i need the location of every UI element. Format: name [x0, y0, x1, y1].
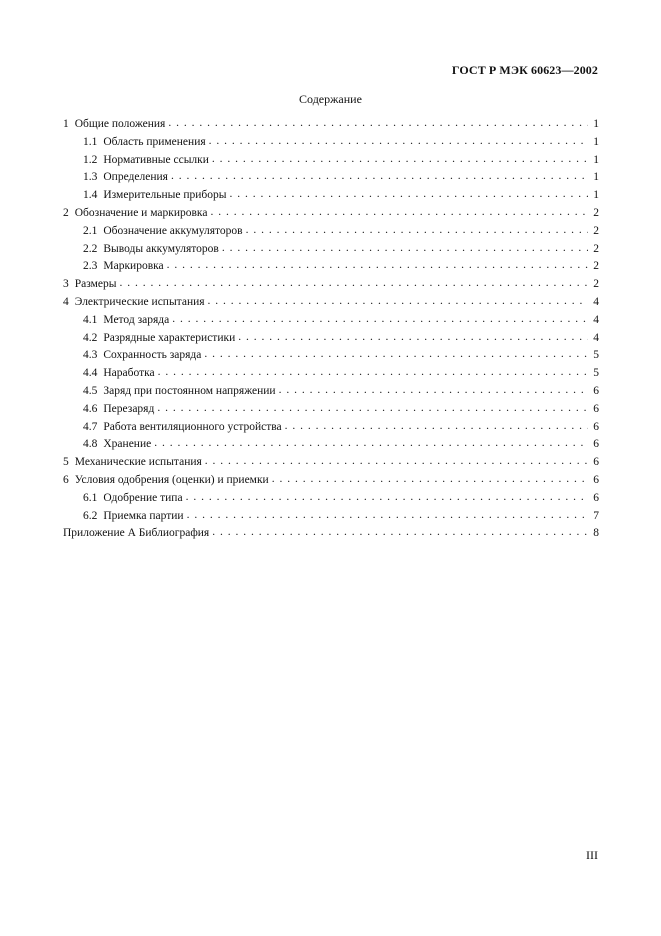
toc-leader-dots: [167, 259, 589, 271]
toc-entry-page: 2: [593, 224, 599, 237]
toc-entry-title: Одобрение типа: [103, 491, 183, 504]
toc-entry-number: 4.8: [83, 438, 98, 451]
toc-entry: [63, 527, 599, 545]
toc-entry-page: 6: [593, 491, 599, 504]
toc-leader-dots: [168, 117, 588, 129]
toc-leader-dots: [154, 437, 588, 449]
toc-entry: [63, 456, 599, 474]
toc-entry-title: Маркировка: [103, 260, 164, 273]
toc-leader-dots: [186, 491, 589, 503]
toc-leader-dots: [222, 242, 588, 254]
toc-entry-number: 4.4: [83, 367, 98, 380]
toc-entry-page: 6: [593, 420, 599, 433]
toc-entry: [63, 314, 599, 332]
toc-entry-number: 4.2: [83, 331, 98, 344]
toc-leader-dots: [204, 348, 588, 360]
toc-leader-dots: [212, 526, 588, 538]
toc-entry: [63, 367, 599, 385]
toc-entry-number: 1.2: [83, 153, 98, 166]
toc-leader-dots: [158, 366, 588, 378]
table-of-contents: [63, 118, 599, 545]
toc-entry-number: 1.3: [83, 171, 98, 184]
toc-entry-number: 2.2: [83, 242, 98, 255]
toc-entry: [63, 189, 599, 207]
toc-entry-page: 4: [593, 331, 599, 344]
toc-entry-title: Перезаряд: [103, 402, 155, 415]
toc-leader-dots: [285, 420, 589, 432]
toc-entry-page: 6: [593, 473, 599, 486]
toc-entry: [63, 260, 599, 278]
toc-entry-number: 3: [63, 278, 69, 291]
toc-entry: [63, 492, 599, 510]
toc-entry-page: 6: [593, 456, 599, 469]
toc-entry-title: Обозначение аккумуляторов: [103, 224, 243, 237]
toc-leader-dots: [246, 224, 589, 236]
page-title: Содержание: [299, 92, 362, 106]
toc-entry-number: 2: [63, 206, 69, 219]
toc-entry-page: 2: [593, 206, 599, 219]
toc-leader-dots: [157, 402, 588, 414]
toc-entry-page: 6: [593, 438, 599, 451]
toc-entry: [63, 118, 599, 136]
toc-entry-page: 1: [593, 171, 599, 184]
toc-entry: [63, 474, 599, 492]
toc-entry: [63, 225, 599, 243]
toc-entry-title: Механические испытания: [74, 456, 202, 469]
toc-entry-title: Нормативные ссылки: [103, 153, 209, 166]
toc-entry-number: 5: [63, 456, 69, 469]
toc-entry-title: Условия одобрения (оценки) и приемки: [74, 473, 269, 486]
toc-entry-number: 6.2: [83, 509, 98, 522]
toc-entry-page: 4: [593, 295, 599, 308]
toc-entry-page: 5: [593, 367, 599, 380]
toc-leader-dots: [272, 473, 589, 485]
toc-leader-dots: [229, 188, 588, 200]
toc-entry: [63, 421, 599, 439]
toc-entry-title: Метод заряда: [103, 313, 170, 326]
toc-entry-number: 4: [63, 295, 69, 308]
toc-entry: [63, 438, 599, 456]
toc-entry: [63, 296, 599, 314]
toc-entry-title: Выводы аккумуляторов: [103, 242, 219, 255]
toc-entry-number: 4.1: [83, 313, 98, 326]
toc-entry-page: 1: [593, 153, 599, 166]
toc-leader-dots: [279, 384, 589, 396]
toc-entry: [63, 243, 599, 261]
toc-entry-title: Размеры: [74, 278, 117, 291]
toc-entry-number: 6: [63, 473, 69, 486]
toc-leader-dots: [120, 277, 588, 289]
toc-entry-title: Область применения: [103, 135, 206, 148]
toc-entry: [63, 136, 599, 154]
toc-leader-dots: [187, 509, 589, 521]
document-header: ГОСТ Р МЭК 60623—2002: [451, 63, 598, 77]
toc-entry-page: 5: [593, 349, 599, 362]
toc-entry-title: Определения: [103, 171, 168, 184]
toc-entry-page: 6: [593, 384, 599, 397]
toc-leader-dots: [172, 313, 588, 325]
toc-entry-page: 1: [593, 189, 599, 202]
toc-entry: [63, 403, 599, 421]
toc-entry-page: 6: [593, 402, 599, 415]
toc-entry-page: 1: [593, 118, 599, 130]
toc-leader-dots: [205, 455, 588, 467]
toc-entry-page: 7: [593, 509, 599, 522]
toc-leader-dots: [210, 206, 588, 218]
toc-entry: [63, 385, 599, 403]
toc-entry-number: 2.1: [83, 224, 98, 237]
toc-entry-page: 4: [593, 313, 599, 326]
toc-leader-dots: [171, 170, 588, 182]
toc-leader-dots: [212, 153, 588, 165]
toc-entry-number: 6.1: [83, 491, 98, 504]
toc-entry-title: Хранение: [103, 438, 152, 451]
toc-entry: [63, 207, 599, 225]
toc-entry-title: Обозначение и маркировка: [74, 206, 208, 219]
toc-entry-title: Общие положения: [74, 118, 166, 130]
toc-entry: [63, 154, 599, 172]
toc-entry-page: 1: [593, 135, 599, 148]
toc-entry-number: 4.7: [83, 420, 98, 433]
toc-entry-title: Сохранность заряда: [103, 349, 202, 362]
page-number: III: [586, 848, 598, 862]
toc-entry-page: 8: [593, 527, 599, 540]
toc-entry-number: 1.1: [83, 135, 98, 148]
toc-entry-title: Наработка: [103, 367, 155, 380]
toc-entry-title: Работа вентиляционного устройства: [103, 420, 282, 433]
toc-entry-title: Измерительные приборы: [103, 189, 227, 202]
toc-entry-number: 1: [63, 118, 69, 130]
toc-leader-dots: [238, 331, 588, 343]
toc-entry-title: Заряд при постоянном напряжении: [103, 384, 276, 397]
toc-entry: [63, 349, 599, 367]
toc-entry-page: 2: [593, 260, 599, 273]
toc-entry-title: Электрические испытания: [74, 295, 205, 308]
toc-entry: [63, 510, 599, 528]
toc-entry-number: 4.6: [83, 402, 98, 415]
toc-entry-page: 2: [593, 242, 599, 255]
toc-entry-number: 4.5: [83, 384, 98, 397]
toc-entry-number: 4.3: [83, 349, 98, 362]
toc-entry-number: 1.4: [83, 189, 98, 202]
toc-entry-page: 2: [593, 278, 599, 291]
toc-entry: [63, 278, 599, 296]
toc-entry-title: Приложение А Библиография: [63, 527, 210, 540]
toc-entry-title: Приемка партии: [103, 509, 184, 522]
toc-entry: [63, 171, 599, 189]
toc-entry-number: 2.3: [83, 260, 98, 273]
toc-entry-title: Разрядные характеристики: [103, 331, 236, 344]
toc-entry: [63, 332, 599, 350]
toc-leader-dots: [209, 135, 589, 147]
toc-leader-dots: [208, 295, 589, 307]
